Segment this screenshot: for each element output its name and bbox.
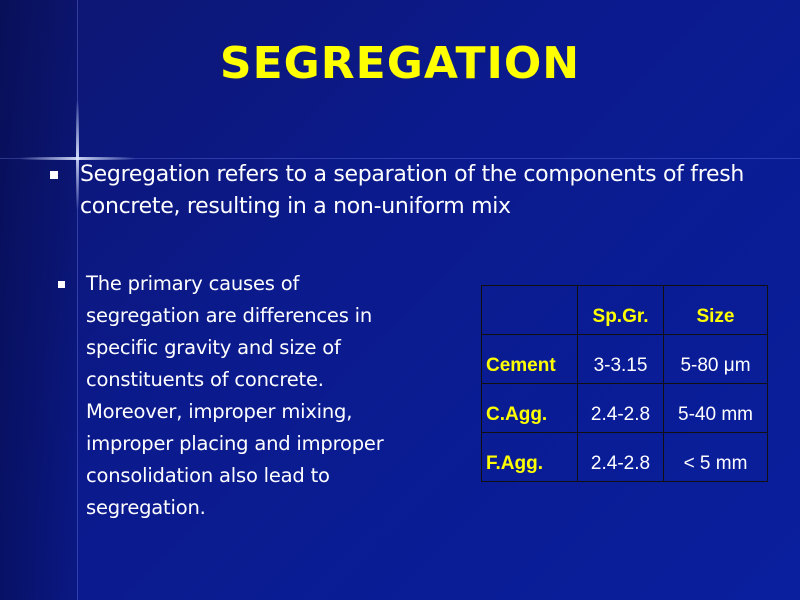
bullet-item-definition [50, 159, 795, 223]
slide-title: SEGREGATION [219, 38, 581, 89]
table-cell: < 5 mm [664, 433, 768, 482]
table-row [482, 384, 768, 433]
table-header-cell: Sp.Gr. [578, 286, 664, 335]
table-cell: 3-3.15 [578, 335, 664, 384]
table-row-header: F.Agg. [482, 433, 578, 482]
table-header-cell: Size [664, 286, 768, 335]
properties-table [481, 285, 768, 482]
table-cell: 2.4-2.8 [578, 433, 664, 482]
table-row-header: Cement [482, 335, 578, 384]
table-header-row [482, 286, 768, 335]
table-header-cell [482, 286, 578, 335]
table-cell: 5-80 μm [664, 335, 768, 384]
bullet-item-causes [58, 268, 418, 524]
square-bullet-icon [58, 281, 65, 288]
table-row [482, 433, 768, 482]
table-row [482, 335, 768, 384]
bullet-text: The primary causes of segregation are differences in specific gravity and size of constituents of concrete. Moreover, improper mixing, improper placing and improper consolidation also lead to segregation. [86, 272, 384, 519]
table-row-header: C.Agg. [482, 384, 578, 433]
bullet-text: Segregation refers to a separation of the components of fresh concrete, resulting in a non-uniform mix [80, 162, 745, 219]
table-cell: 2.4-2.8 [578, 384, 664, 433]
square-bullet-icon [50, 171, 58, 179]
table-cell: 5-40 mm [664, 384, 768, 433]
